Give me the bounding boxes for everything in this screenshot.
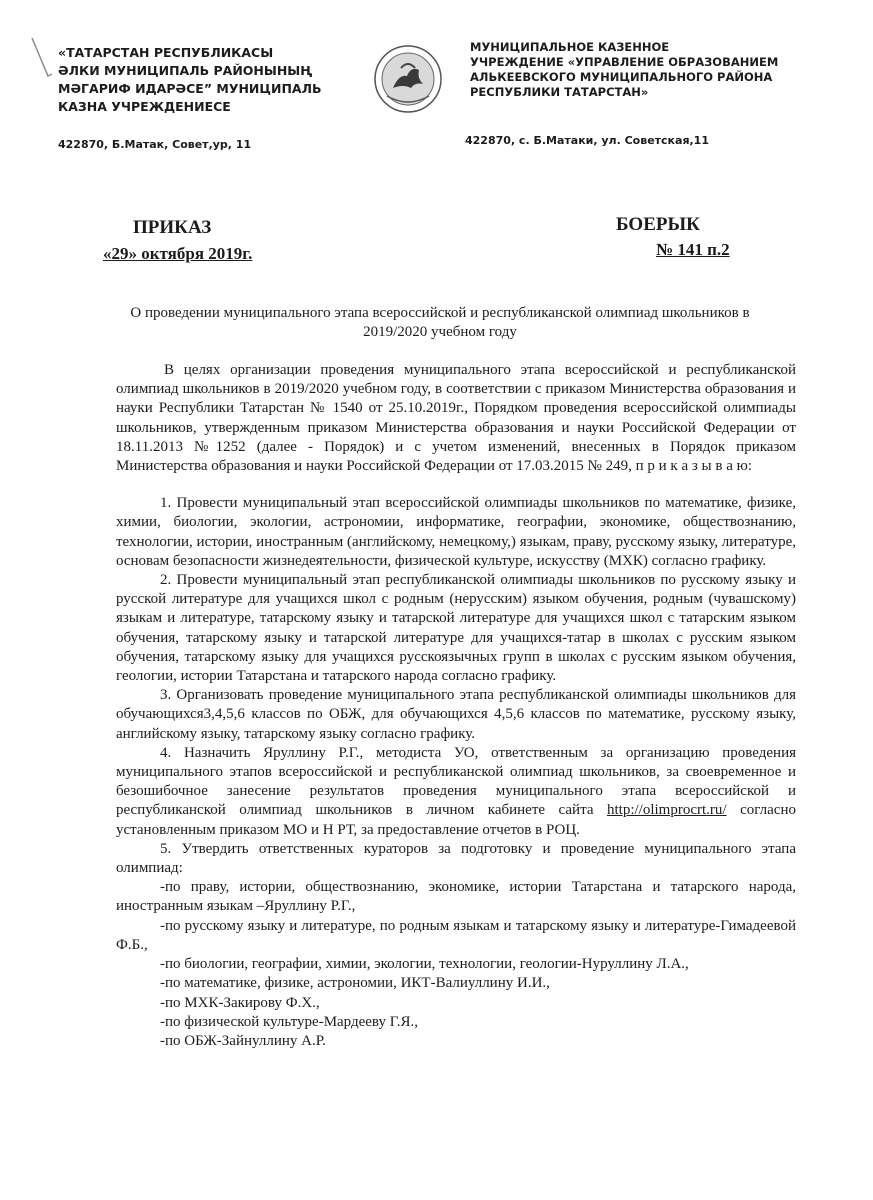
header-right-line: АЛЬКЕЕВСКОГО МУНИЦИПАЛЬНОГО РАЙОНА bbox=[470, 70, 773, 84]
tatarstan-emblem-icon bbox=[373, 44, 443, 114]
item-1: 1. Провести муниципальный этап всероссийской олимпиады школьников по математике, физике, химии, биологии, экологии, астрономии, информатике, географии, экономике, обществознанию, технологии, истории, иностранным (английскому, немецкому,) языкам, праву, русскому языку, литературе, основам безопасности жизнедеятельности, физической культуре, искусству (МХК) согласно графику. bbox=[116, 495, 796, 569]
item-3: 3. Организовать проведение муниципального этапа республиканской олимпиады школьников для обучающихся3,4,5,6 классов по ОБЖ, для обучающихся 4,5,6 классов по математике, русскому языку, английскому языку, татарскому языку согласно графику. bbox=[116, 687, 796, 742]
item-2: 2. Провести муниципальный этап республиканской олимпиады школьников по русскому языку и русской литературе для учащихся школ с родным (нерусским) языком обучения, родным (чувашскому) языкам и литературе, татарскому языку и татарской литературе для учащихся школ с татарским языком обучения, татарскому языку и татарской литературе для учащихся-татар в школах с русским языком обучения, татарскому языку для учащихся русскоязычных групп в школах с русским языком обучения, геологии, истории Татарстана и татарского народа согласно графику. bbox=[116, 572, 796, 685]
address-right: 422870, с. Б.Матаки, ул. Советская,11 bbox=[465, 134, 709, 147]
header-right-line: МУНИЦИПАЛЬНОЕ КАЗЕННОЕ bbox=[470, 40, 670, 54]
curator-item: -по физической культуре-Мардееву Г.Я., bbox=[160, 1013, 418, 1030]
header-left-tatar bbox=[58, 44, 358, 116]
curator-item: -по русскому языку и литературе, по родным языкам и татарскому языку и литературе-Гимадеевой Ф.Б., bbox=[116, 917, 796, 953]
header-right-line: РЕСПУБЛИКИ ТАТАРСТАН» bbox=[470, 85, 649, 99]
header-left-line: ӘЛКИ МУНИЦИПАЛЬ РАЙОНЫНЫҢ bbox=[58, 63, 313, 78]
curator-item: -по математике, физике, астрономии, ИКТ-Валиуллину И.И., bbox=[160, 975, 550, 992]
curator-item: -по праву, истории, обществознанию, экономике, истории Татарстана и татарского народа, иностранным языкам –Яруллину Р.Г., bbox=[116, 879, 796, 915]
staple-mark-icon bbox=[28, 36, 56, 80]
header-right-line: УЧРЕЖДЕНИЕ «УПРАВЛЕНИЕ ОБРАЗОВАНИЕМ bbox=[470, 55, 779, 69]
item-4 bbox=[116, 744, 796, 840]
olimprocrt-link[interactable]: http://olimprocrt.ru/ bbox=[607, 802, 727, 819]
curator-item: -по МХК-Закирову Ф.Х., bbox=[160, 994, 320, 1011]
item-4-text-after: согласно установленным приказом МО и Н РТ, за предоставление отчетов в РОЦ. bbox=[116, 802, 796, 838]
order-number: № 141 п.2 bbox=[656, 240, 730, 259]
header-left-line: МӘГАРИФ ИДАРӘСЕ” МУНИЦИПАЛЬ bbox=[58, 81, 322, 96]
document-title: О проведении муниципального этапа всероссийской и республиканской олимпиад школьников в 2019/2020 учебном году bbox=[130, 305, 750, 340]
address-left: 422870, Б.Матак, Совет,ур, 11 bbox=[58, 138, 252, 151]
order-label-tatar: БОЕРЫК bbox=[616, 214, 700, 235]
order-label-russian: ПРИКАЗ bbox=[133, 217, 212, 238]
curator-item: -по биологии, географии, химии, экологии, технологии, геологии-Нуруллину Л.А., bbox=[160, 956, 689, 973]
order-date: «29» октября 2019г. bbox=[103, 244, 253, 263]
item-5: 5. Утвердить ответственных кураторов за подготовку и проведение муниципального этапа олимпиад: bbox=[116, 840, 796, 877]
intro-paragraph: В целях организации проведения муниципального этапа всероссийской и республиканской олимпиад школьников в 2019/2020 учебном году, в соответствии с приказом Министерства образования и науки Республики Татарстан № 1540 от 25.10.2019г., Порядком проведения всероссийской олимпиады школьников, утвержденным приказом Министерства образования и науки Российской Федерации от 18.11.2013 №1252 (далее - Порядок) и с учетом изменений, внесенных в Порядок приказом Министерства образования и науки Российской Федерации от 17.03.2015 № 249, п р и к а з ы в а ю: bbox=[116, 362, 796, 475]
item-4-text-before: 4. Назначить Яруллину Р.Г., методиста УО, ответственным за организацию проведения муниципального этапов всероссийской и республиканской олимпиад школьников, за своевременное и безошибочное занесение результатов проведения муниципального этапа всероссийской и республиканской олимпиад школьников в личном кабинете сайта bbox=[116, 744, 796, 819]
header-left-line: КАЗНА УЧРЕЖДЕНИЕСЕ bbox=[58, 99, 231, 114]
curator-item: -по ОБЖ-Зайнуллину А.Р. bbox=[160, 1032, 326, 1049]
header-right-russian bbox=[470, 40, 850, 100]
document-body bbox=[116, 361, 796, 1051]
header-left-line: «ТАТАРСТАН РЕСПУБЛИКАСЫ bbox=[58, 45, 274, 60]
